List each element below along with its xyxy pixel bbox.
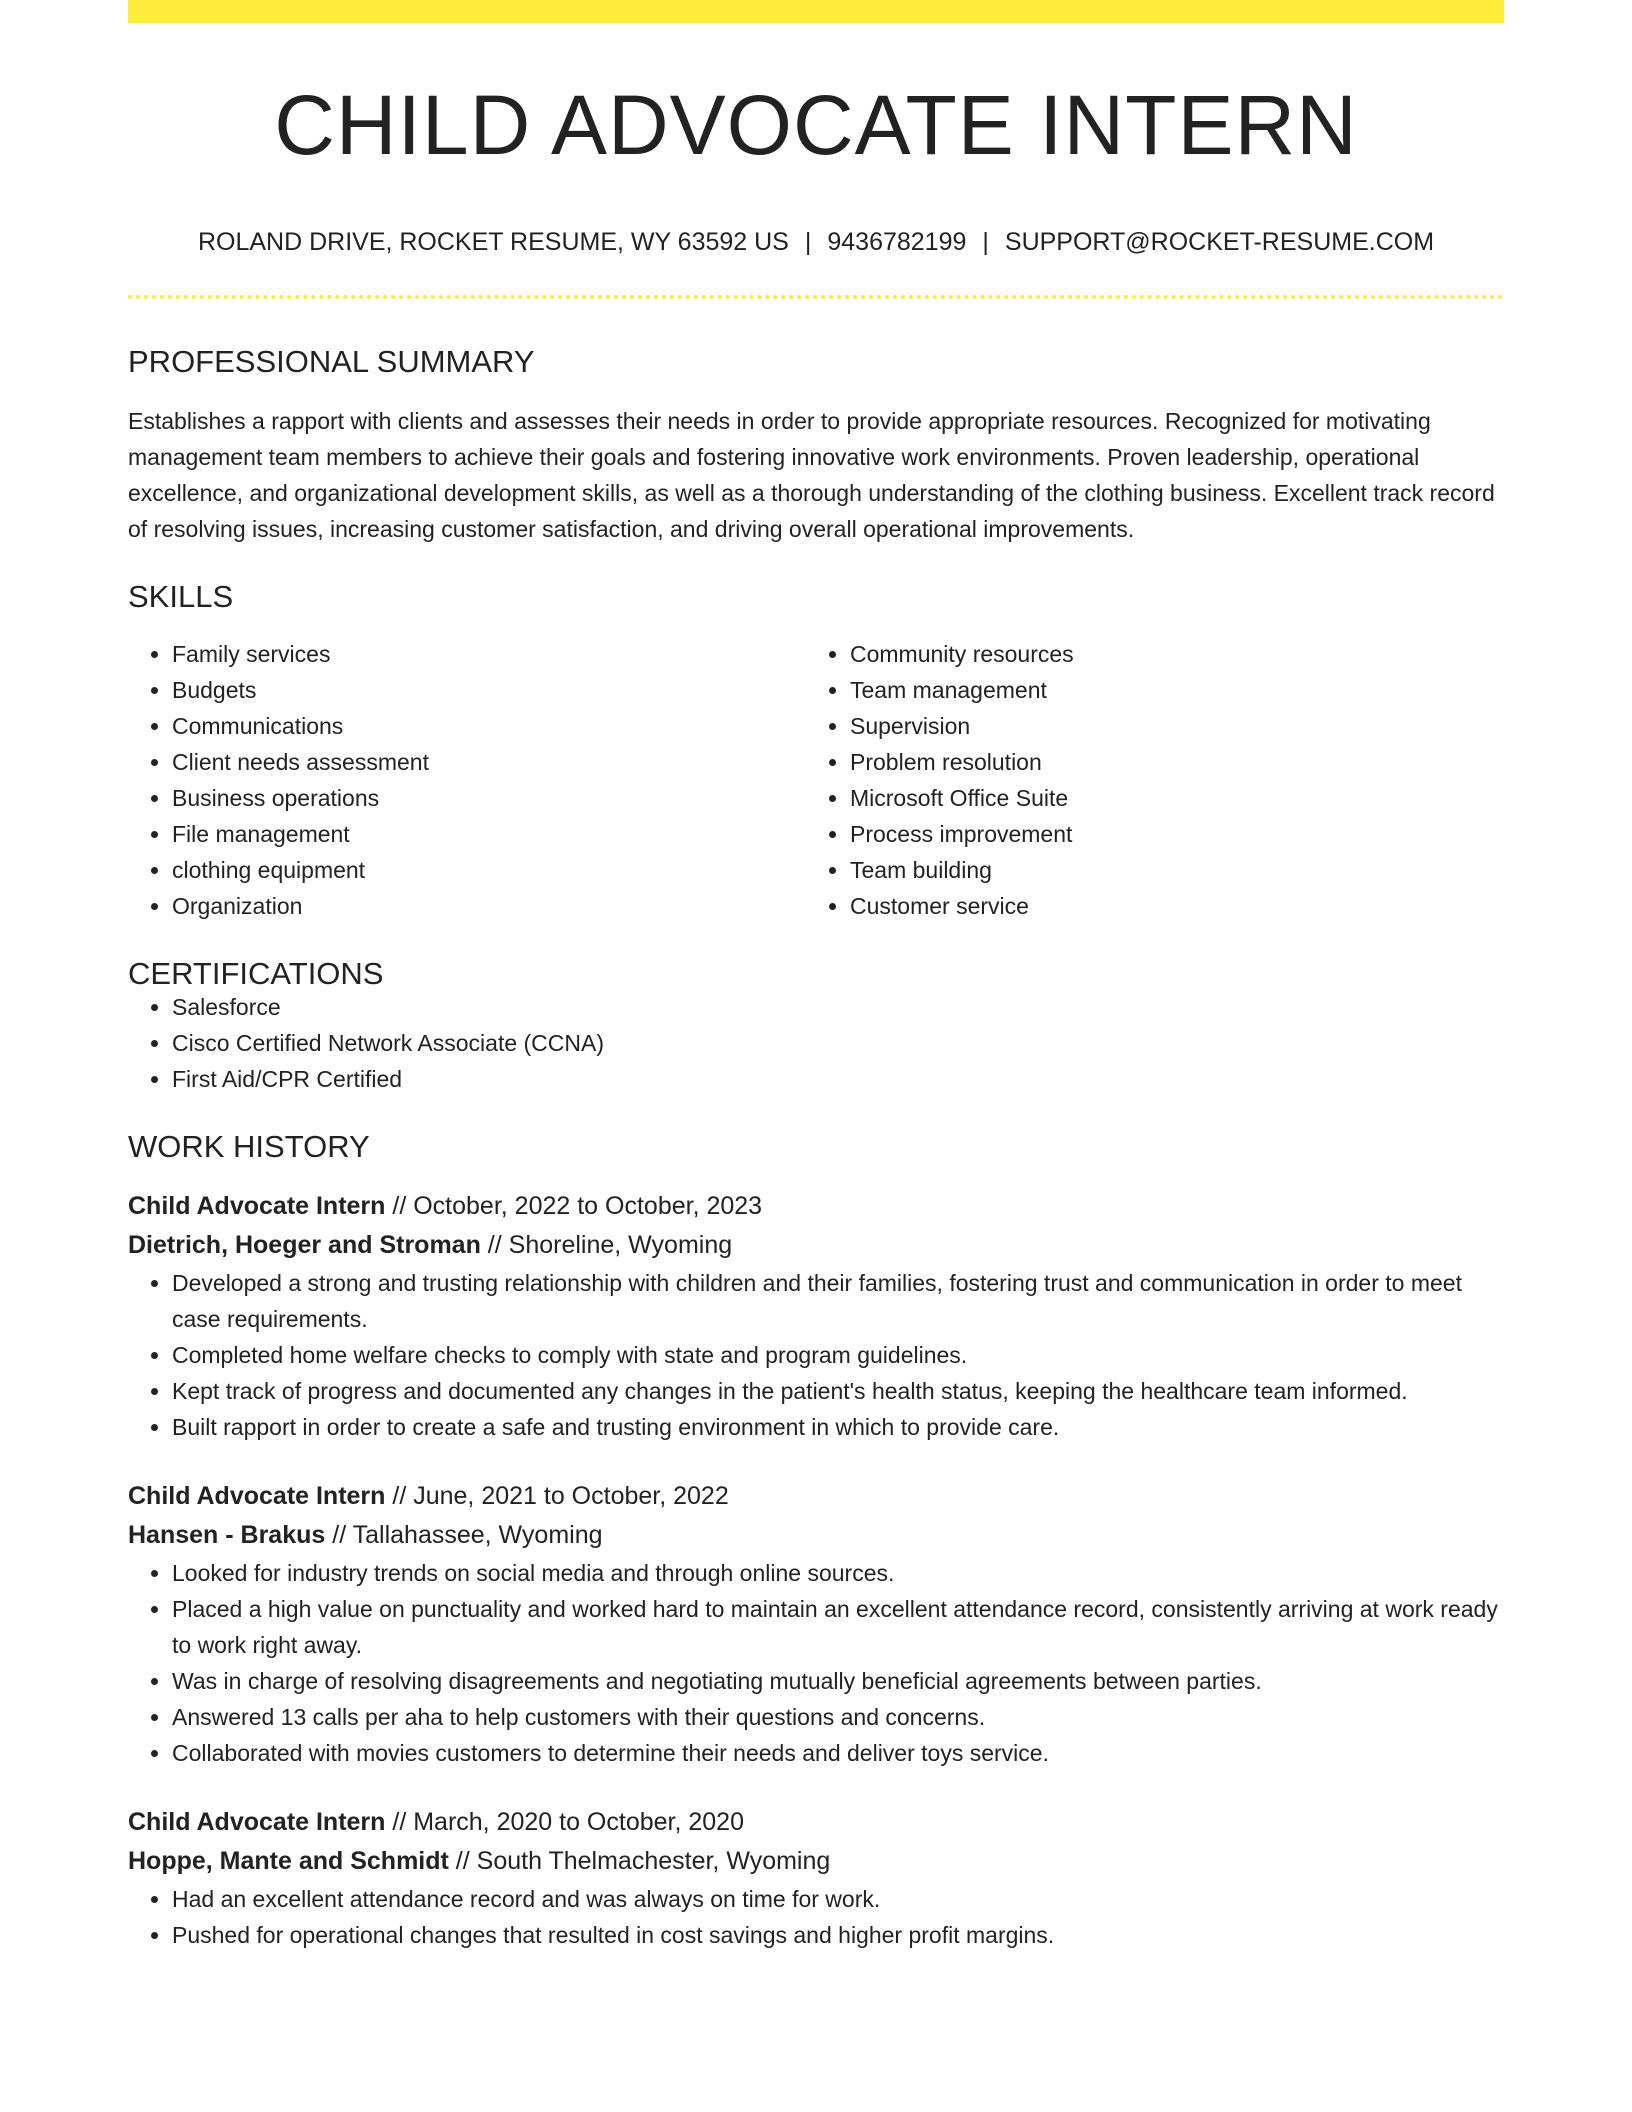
contact-address: ROLAND DRIVE, ROCKET RESUME, WY 63592 US	[197, 228, 789, 256]
skill-item: • Client needs assessment	[172, 744, 806, 780]
summary-text: Establishes a rapport with clients and assesses their needs in order to provide appropriate resources. Recognized for motivating management team members to achieve their goals and fostering innovative work environments. Proven leadership, operational excellence, and organizational development skills, as well as a thorough understanding of the clothing business. Excellent track record of resolving issues, increasing customer satisfaction, and driving overall operational improvements.	[128, 408, 1495, 542]
job-bullet: • Collaborated with movies customers to determine their needs and deliver toys service.	[172, 1735, 1504, 1771]
job-bullets	[128, 1265, 1504, 1445]
job-bullets	[128, 1881, 1504, 1953]
summary-heading: PROFESSIONAL SUMMARY	[128, 344, 535, 379]
certification-item: • Cisco Certified Network Associate (CCNA)	[172, 1025, 1504, 1061]
skill-item: • Microsoft Office Suite	[850, 780, 1484, 816]
job-company: Hansen - Brakus	[128, 1521, 326, 1549]
job-bullet: • Answered 13 calls per aha to help customers with their questions and concerns.	[172, 1699, 1504, 1735]
job-dates: // June, 2021 to October, 2022	[385, 1482, 729, 1510]
job-bullet: • Was in charge of resolving disagreements and negotiating mutually beneficial agreements between parties.	[172, 1663, 1504, 1699]
job-bullet: • Pushed for operational changes that resulted in cost savings and higher profit margins.	[172, 1917, 1504, 1953]
resume-name: CHILD ADVOCATE INTERN	[274, 78, 1358, 172]
skill-item: • Organization	[172, 888, 806, 924]
resume-page	[128, 0, 1504, 1953]
job-title: Child Advocate Intern	[128, 1808, 386, 1836]
skills-column-left	[128, 636, 806, 924]
accent-bar	[128, 0, 1504, 23]
skill-item: • Business operations	[172, 780, 806, 816]
skill-item: • clothing equipment	[172, 852, 806, 888]
work-history-heading: WORK HISTORY	[128, 1129, 370, 1164]
job-bullet: • Looked for industry trends on social media and through online sources.	[172, 1555, 1504, 1591]
skill-item: • Supervision	[850, 708, 1484, 744]
job-dates: // October, 2022 to October, 2023	[385, 1192, 763, 1220]
dotted-divider	[128, 295, 1504, 299]
job-title: Child Advocate Intern	[128, 1482, 386, 1510]
certification-item: • Salesforce	[172, 989, 1504, 1025]
skill-item: • Team management	[850, 672, 1484, 708]
job-bullet: • Developed a strong and trusting relationship with children and their families, fostering trust and communication in order to meet case requirements.	[172, 1265, 1504, 1337]
job-dates: // March, 2020 to October, 2020	[385, 1808, 744, 1836]
skill-item: • Community resources	[850, 636, 1484, 672]
certifications-heading: CERTIFICATIONS	[128, 956, 384, 991]
skill-item: • File management	[172, 816, 806, 852]
job-title-line	[128, 1803, 1504, 1842]
job-title: Child Advocate Intern	[128, 1192, 386, 1220]
job-company: Hoppe, Mante and Schmidt	[128, 1847, 449, 1875]
job-company-line	[128, 1842, 1504, 1881]
job-company-line	[128, 1516, 1504, 1555]
contact-line	[128, 230, 1504, 255]
skills-list-left	[128, 636, 806, 924]
certifications-list	[128, 989, 1504, 1097]
skill-item: • Team building	[850, 852, 1484, 888]
certification-item: • First Aid/CPR Certified	[172, 1061, 1504, 1097]
work-history-list	[128, 1187, 1504, 1953]
job-location: // Tallahassee, Wyoming	[325, 1521, 603, 1549]
skill-item: • Family services	[172, 636, 806, 672]
contact-email: SUPPORT@ROCKET-RESUME.COM	[1004, 228, 1435, 256]
job-location: // South Thelmachester, Wyoming	[448, 1847, 831, 1875]
skills-list-right	[806, 636, 1484, 924]
job-bullet: • Built rapport in order to create a safe and trusting environment in which to provide care.	[172, 1409, 1504, 1445]
job-title-line	[128, 1187, 1504, 1226]
job-bullet: • Placed a high value on punctuality and worked hard to maintain an excellent attendance record, consistently arriving at work ready to work right away.	[172, 1591, 1504, 1663]
job-title-line	[128, 1477, 1504, 1516]
contact-separator: |	[804, 228, 812, 256]
job-entry	[128, 1803, 1504, 1953]
skill-item: • Process improvement	[850, 816, 1484, 852]
skill-item: • Communications	[172, 708, 806, 744]
job-bullets	[128, 1555, 1504, 1771]
job-entry	[128, 1187, 1504, 1445]
skills-grid	[128, 636, 1504, 924]
job-bullet: • Had an excellent attendance record and was always on time for work.	[172, 1881, 1504, 1917]
job-company-line	[128, 1226, 1504, 1265]
contact-phone: 9436782199	[827, 228, 967, 256]
skill-item: • Budgets	[172, 672, 806, 708]
job-location: // Shoreline, Wyoming	[480, 1231, 733, 1259]
job-bullet: • Completed home welfare checks to comply with state and program guidelines.	[172, 1337, 1504, 1373]
skills-column-right	[806, 636, 1484, 924]
skill-item: • Customer service	[850, 888, 1484, 924]
contact-separator: |	[982, 228, 989, 256]
skills-heading: SKILLS	[128, 579, 234, 614]
job-bullet: • Kept track of progress and documented any changes in the patient's health status, keeping the healthcare team informed.	[172, 1373, 1504, 1409]
job-entry	[128, 1477, 1504, 1771]
skill-item: • Problem resolution	[850, 744, 1484, 780]
job-company: Dietrich, Hoeger and Stroman	[128, 1231, 481, 1259]
